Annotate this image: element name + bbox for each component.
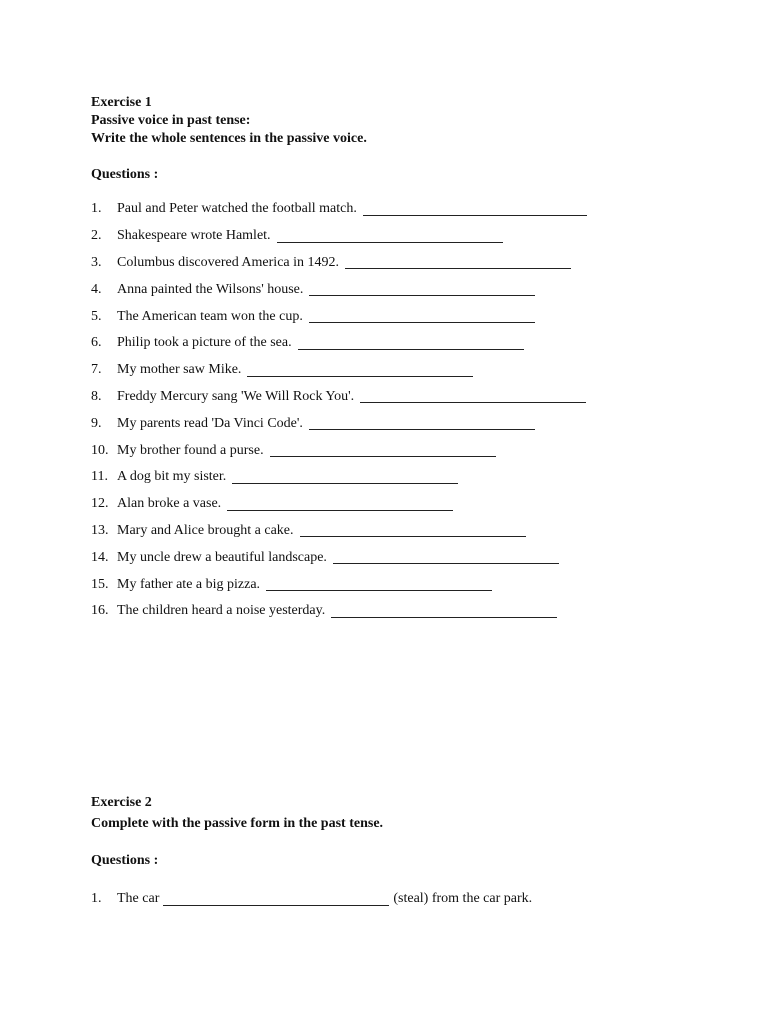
- question-number: 12.: [91, 496, 109, 512]
- question-text: My brother found a purse.: [117, 442, 264, 458]
- question-item: [91, 250, 587, 277]
- question-text: Alan broke a vase.: [117, 496, 222, 512]
- exercise-2-question-list: [91, 886, 532, 913]
- question-item: [91, 437, 587, 464]
- answer-blank[interactable]: [333, 551, 559, 564]
- question-number: 9.: [91, 415, 102, 431]
- question-number: 1.: [91, 201, 102, 217]
- answer-blank[interactable]: [266, 578, 492, 591]
- question-item: [91, 384, 587, 411]
- answer-blank[interactable]: [360, 390, 586, 403]
- question-number: 2.: [91, 228, 102, 244]
- question-text: The children heard a noise yesterday.: [117, 603, 326, 619]
- question-item: [91, 598, 587, 625]
- answer-blank[interactable]: [345, 256, 571, 269]
- question-number: 6.: [91, 335, 102, 351]
- question-number: 5.: [91, 308, 102, 324]
- question-text: Mary and Alice brought a cake.: [117, 522, 294, 538]
- answer-blank[interactable]: [270, 444, 496, 457]
- exercise-1-subtitle: Passive voice in past tense:: [91, 113, 251, 128]
- question-item: [91, 196, 587, 223]
- question-text: Freddy Mercury sang 'We Will Rock You'.: [117, 388, 355, 404]
- question-item: [91, 330, 587, 357]
- exercise-1-title: Exercise 1: [91, 95, 152, 110]
- exercise-1-question-list: [91, 196, 587, 625]
- question-number: 11.: [91, 469, 108, 485]
- question-number: 8.: [91, 388, 102, 404]
- answer-blank[interactable]: [309, 310, 535, 323]
- question-number: 16.: [91, 603, 109, 619]
- question-text: Paul and Peter watched the football match.: [117, 201, 357, 217]
- question-item: [91, 303, 587, 330]
- question-item: [91, 410, 587, 437]
- question-number: 3.: [91, 254, 102, 270]
- question-number: 14.: [91, 549, 109, 565]
- question-text: My father ate a big pizza.: [117, 576, 261, 592]
- answer-blank[interactable]: [247, 364, 473, 377]
- question-number: 4.: [91, 281, 102, 297]
- answer-blank[interactable]: [232, 471, 458, 484]
- answer-blank[interactable]: [163, 893, 389, 906]
- answer-blank[interactable]: [309, 283, 535, 296]
- question-number: 15.: [91, 576, 109, 592]
- question-item: [91, 518, 587, 545]
- question-item: [91, 276, 587, 303]
- answer-blank[interactable]: [298, 337, 524, 350]
- exercise-2-questions-heading: Questions :: [91, 853, 159, 868]
- question-number: 7.: [91, 362, 102, 378]
- question-text: Philip took a picture of the sea.: [117, 335, 292, 351]
- question-text-before: The car: [117, 891, 160, 907]
- question-text: My parents read 'Da Vinci Code'.: [117, 415, 303, 431]
- answer-blank[interactable]: [300, 524, 526, 537]
- question-text: Shakespeare wrote Hamlet.: [117, 228, 271, 244]
- question-item: [91, 544, 587, 571]
- question-text-after: (steal) from the car park.: [393, 891, 533, 907]
- exercise-2-instruction: Complete with the passive form in the past tense.: [91, 816, 384, 831]
- question-item: [91, 886, 532, 913]
- answer-blank[interactable]: [277, 230, 503, 243]
- exercise-1-instruction: Write the whole sentences in the passive voice.: [91, 131, 367, 146]
- question-number: 1.: [91, 891, 102, 907]
- answer-blank[interactable]: [331, 605, 557, 618]
- answer-blank[interactable]: [363, 203, 587, 216]
- question-item: [91, 571, 587, 598]
- exercise-2-title: Exercise 2: [91, 795, 152, 810]
- exercise-1-questions-heading: Questions :: [91, 167, 159, 182]
- question-number: 13.: [91, 522, 109, 538]
- question-text: My mother saw Mike.: [117, 362, 242, 378]
- question-item: [91, 223, 587, 250]
- question-item: [91, 464, 587, 491]
- question-text: Anna painted the Wilsons' house.: [117, 281, 304, 297]
- question-text: Columbus discovered America in 1492.: [117, 254, 340, 270]
- question-text: My uncle drew a beautiful landscape.: [117, 549, 327, 565]
- answer-blank[interactable]: [227, 498, 453, 511]
- question-text: A dog bit my sister.: [117, 469, 227, 485]
- question-number: 10.: [91, 442, 109, 458]
- question-item: [91, 491, 587, 518]
- question-text: The American team won the cup.: [117, 308, 303, 324]
- question-item: [91, 357, 587, 384]
- answer-blank[interactable]: [309, 417, 535, 430]
